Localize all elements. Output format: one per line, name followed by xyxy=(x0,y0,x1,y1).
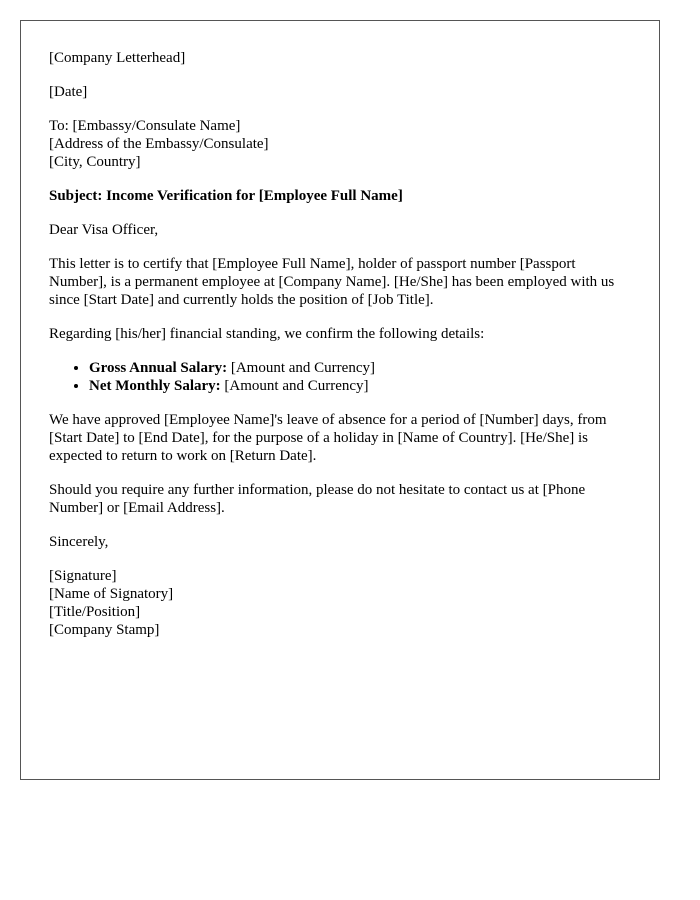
letter-subject: Subject: Income Verification for [Employee Full Name] xyxy=(49,188,403,204)
paragraph-financial-intro: Regarding [his/her] financial standing, we confirm the following details: xyxy=(49,326,485,342)
recipient-line-2: [Address of the Embassy/Consulate] xyxy=(49,136,269,152)
detail-value: [Amount and Currency] xyxy=(227,360,375,376)
signature-line-3: [Title/Position] xyxy=(49,604,141,620)
letter-page xyxy=(20,20,660,780)
signature-line-4: [Company Stamp] xyxy=(49,622,160,638)
recipient-line-3: [City, Country] xyxy=(49,154,141,170)
detail-label: Net Monthly Salary: xyxy=(89,378,221,394)
signature-block xyxy=(49,567,631,639)
signature-line-2: [Name of Signatory] xyxy=(49,586,174,602)
letter-date: [Date] xyxy=(49,84,88,100)
list-item xyxy=(89,377,631,395)
salary-details-list xyxy=(49,359,631,395)
closing: Sincerely, xyxy=(49,534,109,550)
signature-line-1: [Signature] xyxy=(49,568,117,584)
recipient-address xyxy=(49,117,631,171)
list-item xyxy=(89,359,631,377)
paragraph-leave: We have approved [Employee Name]'s leave of absence for a period of [Number] days, from [Start Date] to [End Date], for the purpose of a holiday in [Name of Country]. [He/She] is expected to return to work on [Return Date]. xyxy=(49,412,607,464)
recipient-line-1: To: [Embassy/Consulate Name] xyxy=(49,118,241,134)
company-letterhead: [Company Letterhead] xyxy=(49,50,186,66)
detail-label: Gross Annual Salary: xyxy=(89,360,228,376)
paragraph-contact: Should you require any further information, please do not hesitate to contact us at [Phone Number] or [Email Address]. xyxy=(49,482,586,516)
detail-value: [Amount and Currency] xyxy=(220,378,369,394)
paragraph-certification: This letter is to certify that [Employee Full Name], holder of passport number [Passport Number], is a permanent employee at [Company Name]. [He/She] has been employed with us since [Start Date] and currently holds the position of [Job Title]. xyxy=(49,256,615,308)
salutation: Dear Visa Officer, xyxy=(49,222,159,238)
